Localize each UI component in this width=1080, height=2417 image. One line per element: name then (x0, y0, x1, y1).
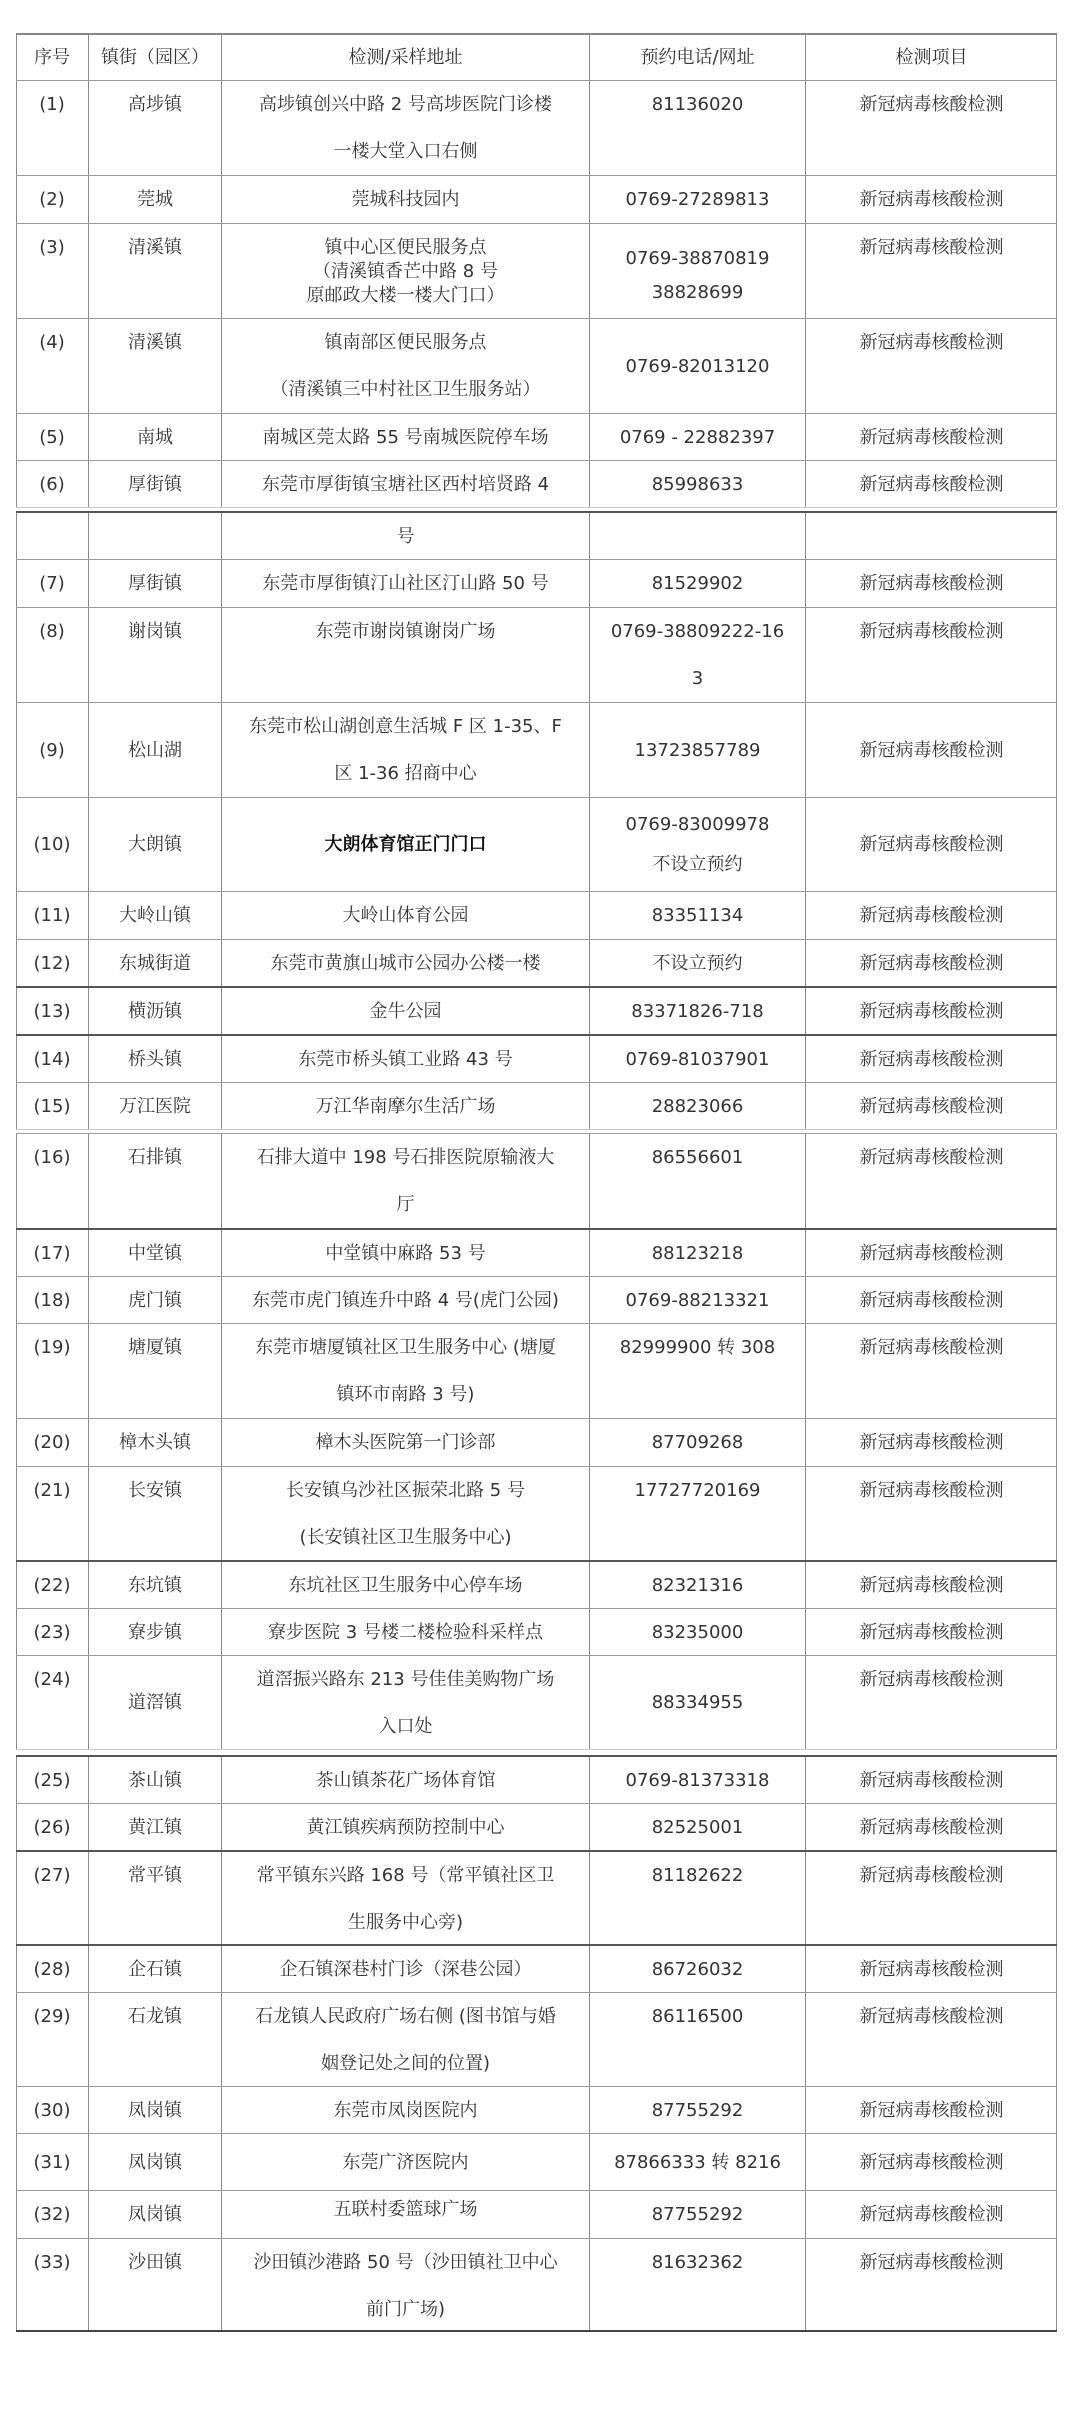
table-row (16, 1608, 1057, 1655)
row-address: 石龙镇人民政府广场右侧 (图书馆与婚 姻登记处之间的位置) (221, 1993, 589, 2086)
header-phone: 预约电话/网址 (589, 35, 805, 80)
row-address: 常平镇东兴路 168 号（常平镇社区卫 生服务中心旁) (221, 1852, 589, 1944)
row-index: (5) (39, 426, 65, 448)
row-address: 东莞市厚街镇宝塘社区西村培贤路 4 (221, 461, 589, 507)
row-town: 厚街镇 (88, 560, 221, 607)
row-index: (22) (33, 1574, 71, 1596)
row-test-item: 新冠病毒核酸检测 (805, 1804, 1057, 1850)
row-address: 道滘振兴路东 213 号佳佳美购物广场 入口处 (221, 1656, 589, 1749)
table-row (16, 1944, 1057, 1992)
row-address: 企石镇深巷村门诊（深巷公园） (221, 1946, 589, 1992)
table-row (16, 1755, 1057, 1803)
row-phone: 87755292 (589, 2087, 805, 2133)
row-index: (2) (39, 189, 65, 210)
row-test-item: 新冠病毒核酸检测 (805, 1757, 1057, 1803)
row-address: 石排大道中 198 号石排医院原输液大 厅 (221, 1134, 589, 1228)
row-town: 谢岗镇 (88, 608, 221, 702)
row-test-item: 新冠病毒核酸检测 (805, 1419, 1057, 1466)
row-test-item (805, 513, 1057, 559)
row-town: 寮步镇 (88, 1609, 221, 1655)
row-phone: 86726032 (589, 1946, 805, 1992)
row-phone: 81182622 (589, 1852, 805, 1944)
row-address: 茶山镇茶花广场体育馆 (221, 1757, 589, 1803)
table-row (16, 702, 1057, 797)
row-address: 东莞市谢岗镇谢岗广场 (221, 608, 589, 702)
row-test-item: 新冠病毒核酸检测 (805, 892, 1057, 939)
table-row (16, 1850, 1057, 1944)
row-test-item: 新冠病毒核酸检测 (805, 2191, 1057, 2238)
row-town: 常平镇 (88, 1852, 221, 1944)
row-index: (24) (33, 1669, 71, 1690)
row-phone: 88334955 (589, 1656, 805, 1749)
row-address: 寮步医院 3 号楼二楼检验科采样点 (221, 1609, 589, 1655)
row-index: (28) (33, 1958, 71, 1980)
row-town: 长安镇 (88, 1467, 221, 1560)
row-town: 塘厦镇 (88, 1324, 221, 1418)
header-address: 检测/采样地址 (221, 35, 589, 80)
row-test-item: 新冠病毒核酸检测 (805, 940, 1057, 986)
row-test-item: 新冠病毒核酸检测 (805, 1609, 1057, 1655)
row-address: 东莞市黄旗山城市公园办公楼一楼 (221, 940, 589, 986)
row-index: (17) (33, 1242, 71, 1264)
table-row (16, 1082, 1057, 1129)
row-address: 樟木头医院第一门诊部 (221, 1419, 589, 1466)
row-test-item: 新冠病毒核酸检测 (805, 1036, 1057, 1082)
row-index: (6) (39, 473, 65, 495)
row-town: 樟木头镇 (88, 1419, 221, 1466)
row-phone: 81632362 (589, 2239, 805, 2330)
table-row (16, 2133, 1057, 2190)
table-row (16, 223, 1057, 318)
row-index: (13) (33, 1000, 71, 1022)
table-row (16, 460, 1057, 507)
row-town: 黄江镇 (88, 1804, 221, 1850)
row-index: (1) (39, 94, 65, 115)
table-row (16, 175, 1057, 223)
row-index: (8) (39, 621, 65, 642)
row-address: 黄江镇疾病预防控制中心 (221, 1804, 589, 1850)
row-index: (18) (33, 1289, 71, 1311)
row-town: 东坑镇 (88, 1562, 221, 1608)
row-address: 五联村委篮球广场 (221, 2191, 589, 2238)
row-test-item: 新冠病毒核酸检测 (805, 988, 1057, 1034)
row-phone: 28823066 (589, 1083, 805, 1129)
table-row (16, 1133, 1057, 1228)
row-phone: 0769-88213321 (589, 1277, 805, 1323)
row-test-item: 新冠病毒核酸检测 (805, 608, 1057, 702)
row-test-item: 新冠病毒核酸检测 (805, 1656, 1057, 1749)
row-test-item: 新冠病毒核酸检测 (805, 2134, 1057, 2190)
row-town: 万江医院 (88, 1083, 221, 1129)
row-index: (25) (33, 1769, 71, 1791)
row-index: (4) (39, 332, 65, 353)
row-address: 莞城科技园内 (221, 176, 589, 223)
row-test-item: 新冠病毒核酸检测 (805, 703, 1057, 797)
row-index: (15) (33, 1095, 71, 1117)
row-index: (19) (33, 1337, 71, 1358)
row-test-item: 新冠病毒核酸检测 (805, 1230, 1057, 1276)
row-town: 沙田镇 (88, 2239, 221, 2330)
row-index: (31) (33, 2151, 71, 2173)
row-test-item: 新冠病毒核酸检测 (805, 2239, 1057, 2330)
row-town (88, 513, 221, 559)
row-test-item: 新冠病毒核酸检测 (805, 81, 1057, 175)
table-row (16, 1560, 1057, 1608)
row-town: 茶山镇 (88, 1757, 221, 1803)
header-index: 序号 (34, 47, 70, 68)
table-row (16, 2190, 1057, 2238)
table-row (16, 797, 1057, 891)
row-test-item: 新冠病毒核酸检测 (805, 1134, 1057, 1228)
row-town: 横沥镇 (88, 988, 221, 1034)
row-test-item: 新冠病毒核酸检测 (805, 319, 1057, 413)
row-index: (12) (33, 952, 71, 974)
row-town: 凤岗镇 (88, 2134, 221, 2190)
row-address: 万江华南摩尔生活广场 (221, 1083, 589, 1129)
row-phone: 85998633 (589, 461, 805, 507)
row-phone: 0769-38870819 38828699 (589, 224, 805, 318)
row-phone (589, 513, 805, 559)
row-phone: 86116500 (589, 1993, 805, 2086)
row-test-item: 新冠病毒核酸检测 (805, 224, 1057, 318)
row-phone: 87709268 (589, 1419, 805, 1466)
row-town: 厚街镇 (88, 461, 221, 507)
row-phone: 0769-81037901 (589, 1036, 805, 1082)
table-row (16, 939, 1057, 986)
row-town: 高埗镇 (88, 81, 221, 175)
row-test-item: 新冠病毒核酸检测 (805, 1277, 1057, 1323)
row-index: (29) (33, 2006, 71, 2027)
row-town: 清溪镇 (88, 319, 221, 413)
table-row (16, 1276, 1057, 1323)
table-row (16, 607, 1057, 702)
row-test-item: 新冠病毒核酸检测 (805, 1467, 1057, 1560)
row-phone: 0769-38809222-16 3 (589, 608, 805, 702)
row-address: 号 (221, 513, 589, 559)
row-test-item: 新冠病毒核酸检测 (805, 1993, 1057, 2086)
row-test-item: 新冠病毒核酸检测 (805, 2087, 1057, 2133)
row-town: 大岭山镇 (88, 892, 221, 939)
table-row (16, 1228, 1057, 1276)
table-row (16, 318, 1057, 413)
table-row (16, 986, 1057, 1034)
row-town: 莞城 (88, 176, 221, 223)
row-phone: 0769-82013120 (589, 319, 805, 413)
row-phone: 17727720169 (589, 1467, 805, 1560)
row-address: 高埗镇创兴中路 2 号高埗医院门诊楼 一楼大堂入口右侧 (221, 81, 589, 175)
row-address: 南城区莞太路 55 号南城医院停车场 (221, 414, 589, 460)
row-test-item: 新冠病毒核酸检测 (805, 414, 1057, 460)
row-index: (10) (33, 834, 71, 855)
row-index: (3) (39, 237, 65, 258)
row-address: 东莞市凤岗医院内 (221, 2087, 589, 2133)
table-row (16, 2238, 1057, 2332)
table-row (16, 559, 1057, 607)
row-phone: 88123218 (589, 1230, 805, 1276)
row-town: 石龙镇 (88, 1993, 221, 2086)
table-row (16, 1803, 1057, 1850)
row-test-item: 新冠病毒核酸检测 (805, 1083, 1057, 1129)
row-phone: 0769 - 22882397 (589, 414, 805, 460)
table-row-continuation (16, 511, 1057, 559)
row-town: 道滘镇 (88, 1656, 221, 1749)
row-town: 东城街道 (88, 940, 221, 986)
header-town: 镇街（园区） (88, 35, 221, 80)
row-phone: 82321316 (589, 1562, 805, 1608)
row-phone: 0769-81373318 (589, 1757, 805, 1803)
row-index: (33) (33, 2252, 71, 2273)
row-index: (7) (39, 573, 65, 594)
row-phone: 83235000 (589, 1609, 805, 1655)
table-row (16, 1992, 1057, 2086)
row-phone: 0769-27289813 (589, 176, 805, 223)
row-town: 企石镇 (88, 1946, 221, 1992)
table-row (16, 1323, 1057, 1418)
table-row (16, 2086, 1057, 2133)
table-row (16, 1034, 1057, 1082)
row-phone: 81529902 (589, 560, 805, 607)
row-address: 东莞市塘厦镇社区卫生服务中心 (塘厦 镇环市南路 3 号) (221, 1324, 589, 1418)
row-address: 中堂镇中麻路 53 号 (221, 1230, 589, 1276)
row-phone: 87755292 (589, 2191, 805, 2238)
row-phone: 87866333 转 8216 (589, 2134, 805, 2190)
row-phone: 83371826-718 (589, 988, 805, 1034)
table-row (16, 1466, 1057, 1560)
row-address: 沙田镇沙港路 50 号（沙田镇社卫中心 前门广场) (221, 2239, 589, 2330)
row-index: (16) (33, 1147, 71, 1168)
row-town: 石排镇 (88, 1134, 221, 1228)
row-index: (9) (39, 739, 65, 761)
row-town: 凤岗镇 (88, 2191, 221, 2238)
row-town: 桥头镇 (88, 1036, 221, 1082)
row-phone: 81136020 (589, 81, 805, 175)
row-town: 凤岗镇 (88, 2087, 221, 2133)
row-address: 镇中心区便民服务点 （清溪镇香芒中路 8 号 原邮政大楼一楼大门口） (221, 224, 589, 318)
table-row (16, 413, 1057, 460)
row-test-item: 新冠病毒核酸检测 (805, 798, 1057, 891)
row-town: 大朗镇 (88, 798, 221, 891)
row-phone: 83351134 (589, 892, 805, 939)
row-index: (23) (33, 1621, 71, 1643)
row-address: 东坑社区卫生服务中心停车场 (221, 1562, 589, 1608)
row-index: (11) (33, 905, 71, 926)
row-test-item: 新冠病毒核酸检测 (805, 1946, 1057, 1992)
row-address: 镇南部区便民服务点 （清溪镇三中村社区卫生服务站） (221, 319, 589, 413)
row-address: 大朗体育馆正门门口 (221, 798, 589, 891)
row-town: 虎门镇 (88, 1277, 221, 1323)
row-index: (30) (33, 2099, 71, 2121)
row-address: 东莞市松山湖创意生活城 F 区 1-35、F 区 1-36 招商中心 (221, 703, 589, 797)
row-phone: 13723857789 (589, 703, 805, 797)
table-row (16, 1655, 1057, 1749)
row-phone: 0769-83009978 不设立预约 (589, 798, 805, 891)
row-test-item: 新冠病毒核酸检测 (805, 1324, 1057, 1418)
row-address: 长安镇乌沙社区振荣北路 5 号 (长安镇社区卫生服务中心) (221, 1467, 589, 1560)
table-row (16, 1418, 1057, 1466)
row-test-item: 新冠病毒核酸检测 (805, 1562, 1057, 1608)
row-index: (20) (33, 1432, 71, 1453)
row-address: 东莞市厚街镇汀山社区汀山路 50 号 (221, 560, 589, 607)
header-test-item: 检测项目 (805, 35, 1057, 80)
row-address: 东莞市虎门镇连升中路 4 号(虎门公园) (221, 1277, 589, 1323)
row-town: 松山湖 (88, 703, 221, 797)
row-index: (27) (33, 1865, 71, 1886)
row-address: 金牛公园 (221, 988, 589, 1034)
table-row (16, 891, 1057, 939)
row-town: 南城 (88, 414, 221, 460)
row-test-item: 新冠病毒核酸检测 (805, 461, 1057, 507)
row-index: (21) (33, 1480, 71, 1501)
row-test-item: 新冠病毒核酸检测 (805, 1852, 1057, 1944)
row-phone: 86556601 (589, 1134, 805, 1228)
row-town: 清溪镇 (88, 224, 221, 318)
row-index: (26) (33, 1816, 71, 1838)
row-phone: 不设立预约 (589, 940, 805, 986)
row-phone: 82999900 转 308 (589, 1324, 805, 1418)
row-index (16, 513, 88, 559)
row-test-item: 新冠病毒核酸检测 (805, 176, 1057, 223)
table-header-row (16, 33, 1057, 80)
row-index: (32) (33, 2204, 71, 2225)
row-test-item: 新冠病毒核酸检测 (805, 560, 1057, 607)
row-town: 中堂镇 (88, 1230, 221, 1276)
row-address: 东莞广济医院内 (221, 2134, 589, 2190)
row-phone: 82525001 (589, 1804, 805, 1850)
row-index: (14) (33, 1048, 71, 1070)
row-address: 东莞市桥头镇工业路 43 号 (221, 1036, 589, 1082)
row-address: 大岭山体育公园 (221, 892, 589, 939)
table-row (16, 80, 1057, 175)
